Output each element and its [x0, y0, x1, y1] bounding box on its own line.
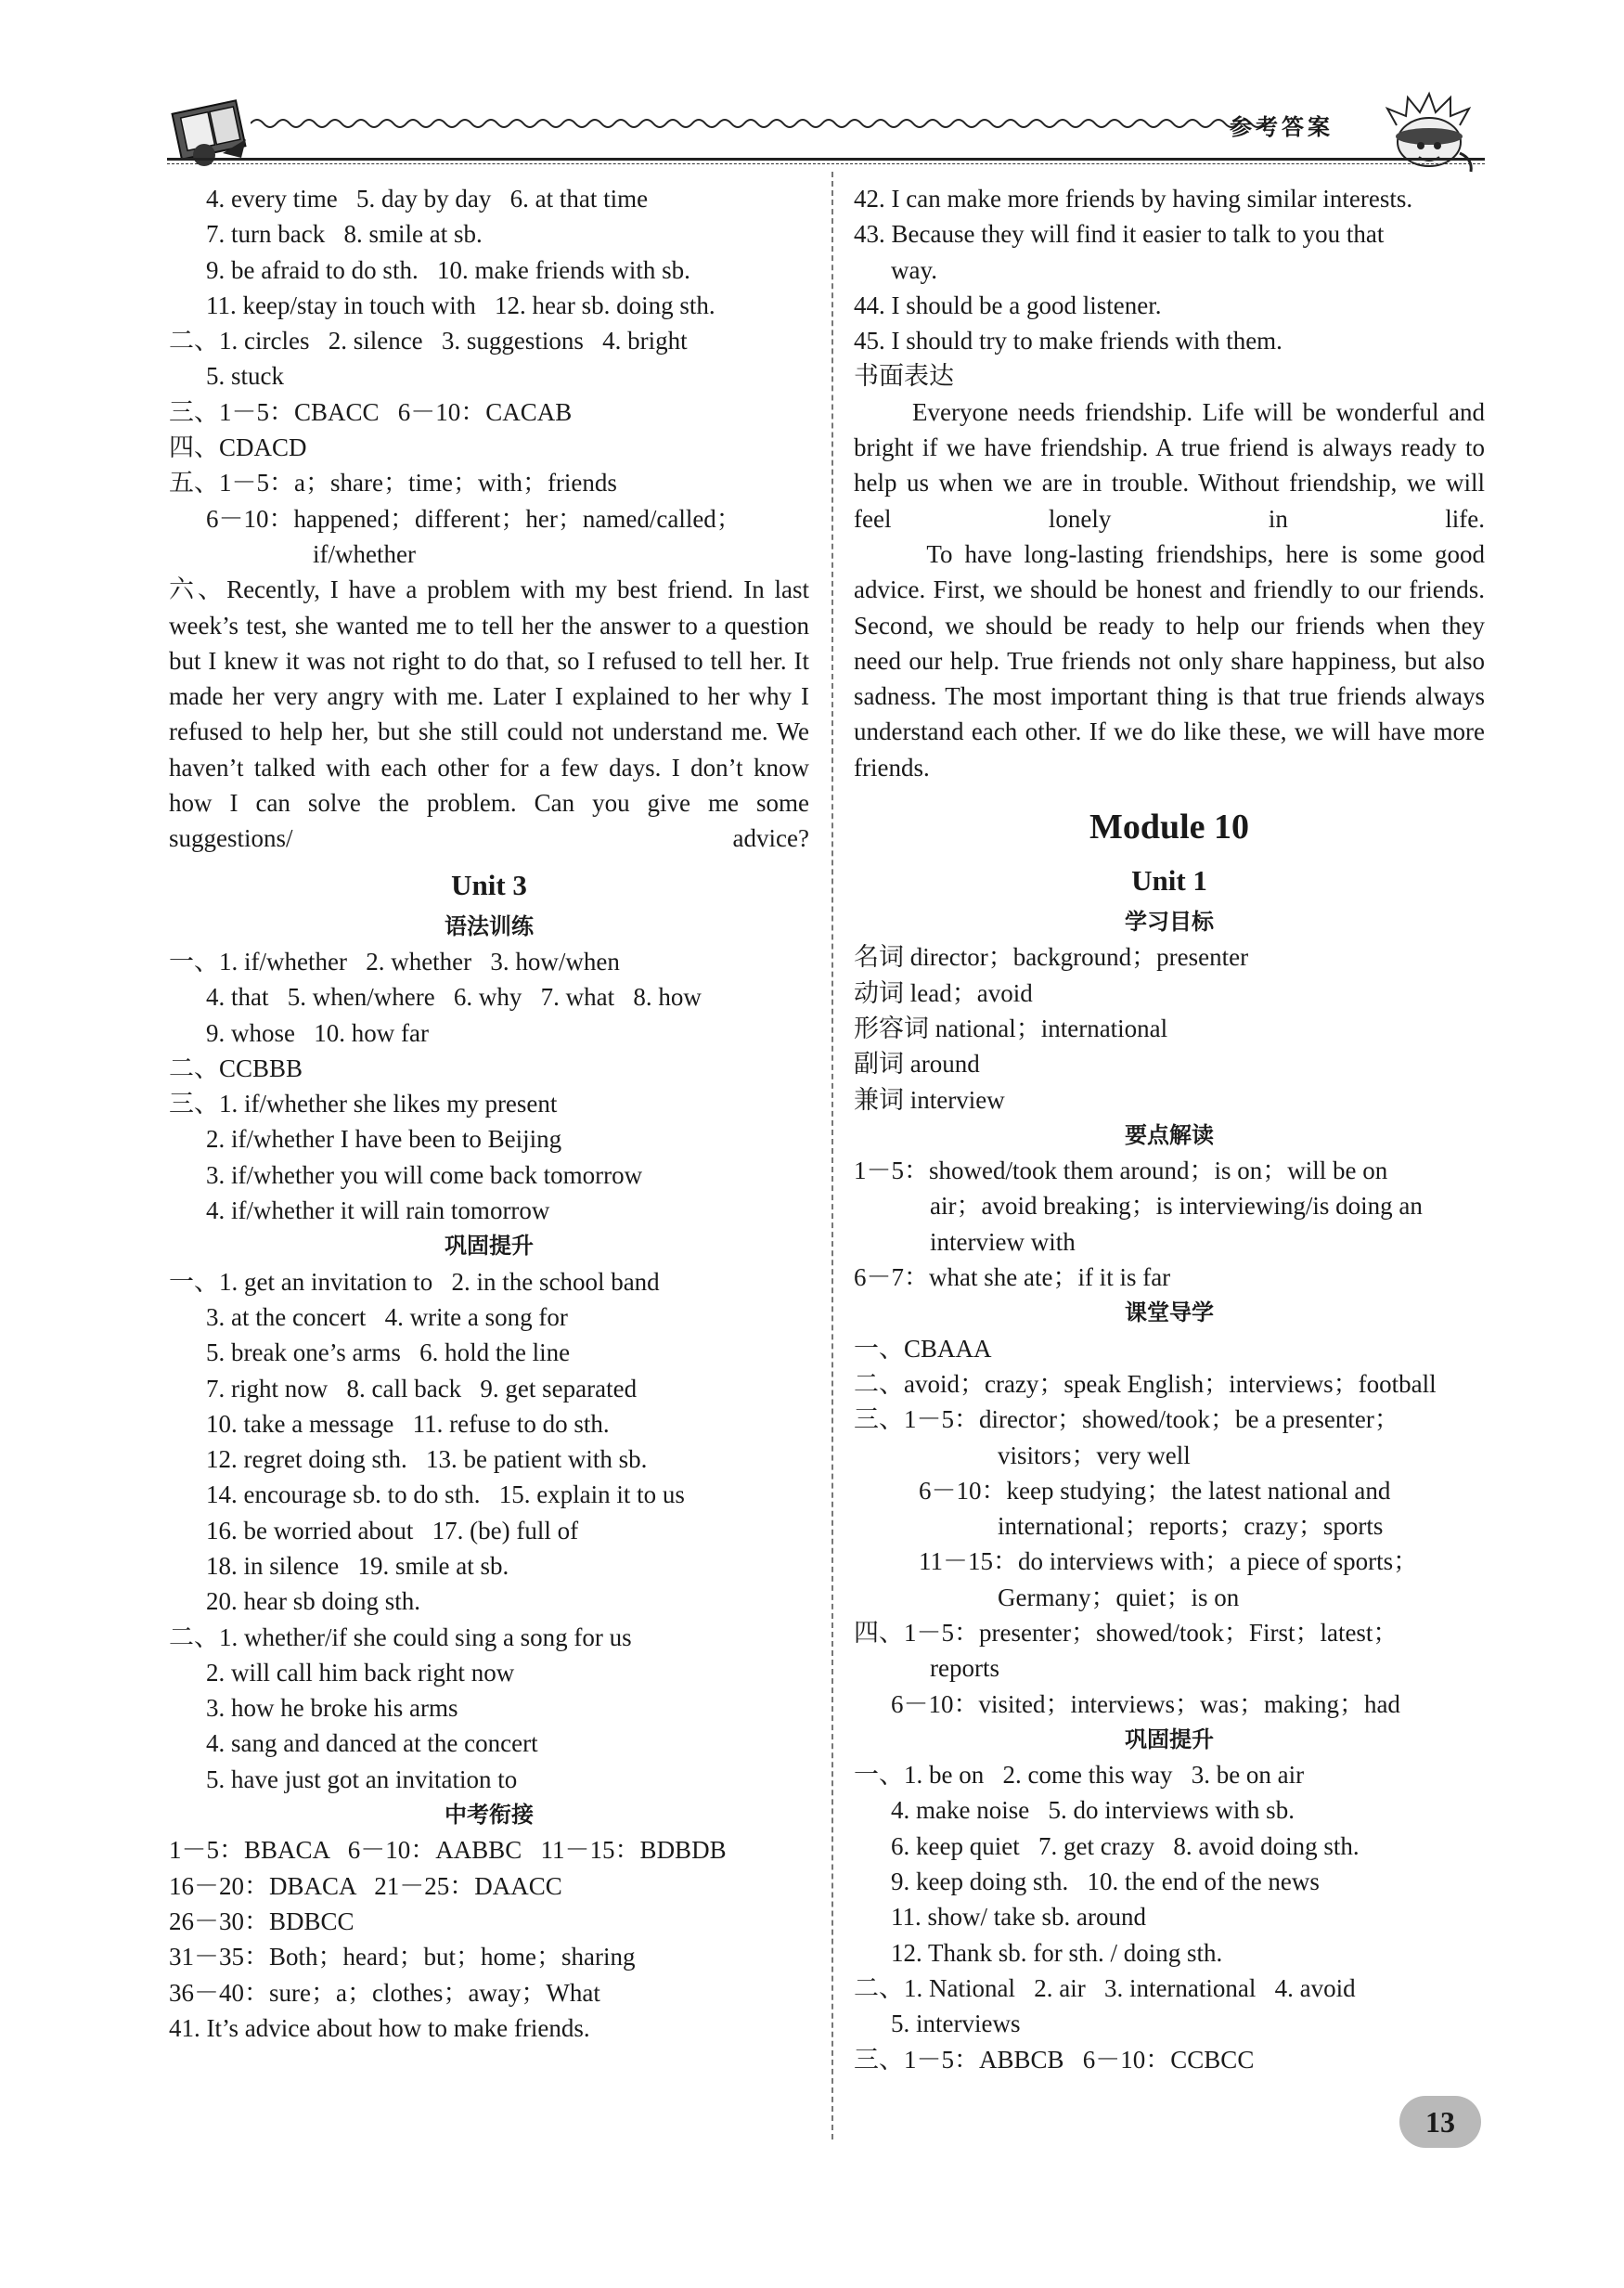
right-column: [854, 181, 1491, 2077]
answer-line: 名词 director；background；presenter: [854, 943, 1249, 972]
answer-line: 1－5：showed/took them around；is on；will be on: [854, 1157, 1388, 1185]
answer-line: 4. sang and danced at the concert: [206, 1729, 538, 1758]
answer-line: if/whether: [313, 539, 416, 568]
answer-paragraph: 六、Recently, I have a problem with my best friend. In last week’s test, she wanted me to tell her the answer to a question but I knew it was not right to do that, so I refused to tell her. It made her very angry with me. Later I explained to her why I refused to help her, but she still could not understand me. We haven’t talked with each other for a few days. I don’t know how I can solve the problem. Can you give me some suggestions/ advice?: [169, 575, 816, 853]
unit-heading: Unit 1: [1131, 864, 1207, 898]
unit-heading: Unit 3: [451, 868, 527, 901]
answer-line: 副词 around: [854, 1050, 980, 1079]
answer-line: visitors；very well: [998, 1441, 1191, 1469]
answer-line: 20. hear sb doing sth.: [206, 1587, 420, 1616]
section-heading: 中考衔接: [445, 1802, 534, 1829]
section-heading: 要点解读: [1125, 1121, 1214, 1148]
section-heading: 巩固提升: [445, 1233, 534, 1260]
answer-line: 43. Because they will find it easier to talk to you that: [854, 220, 1385, 249]
answer-line: 五、1－5：a；share；time；with；friends: [169, 469, 617, 498]
answer-line: 14. encourage sb. to do sth. 15. explain it to us: [206, 1480, 685, 1509]
answer-line: 42. I can make more friends by having similar interests.: [854, 185, 1413, 213]
answer-line: 11－15：do interviews with；a piece of sports；: [919, 1547, 1419, 1576]
answer-line: 1－5：BBACA 6－10：AABBC 11－15：BDBDB: [169, 1836, 727, 1865]
answer-line: 18. in silence 19. smile at sb.: [206, 1551, 509, 1580]
answer-line: 4. make noise 5. do interviews with sb.: [891, 1796, 1295, 1825]
section-heading: 巩固提升: [1125, 1726, 1214, 1752]
page-number: 13: [1399, 2096, 1481, 2148]
answer-line: 6. keep quiet 7. get crazy 8. avoid doing sth.: [891, 1831, 1360, 1860]
answer-line: 二、1. whether/if she could sing a song for us: [169, 1622, 632, 1651]
answer-line: 5. have just got an invitation to: [206, 1764, 518, 1793]
answer-line: 41. It’s advice about how to make friends.: [169, 2013, 590, 2042]
answer-line: 6－10：visited；interviews；was；making；had: [891, 1689, 1400, 1718]
answer-line: 一、1. be on 2. come this way 3. be on air: [854, 1761, 1305, 1790]
sun-mascot-icon: [1378, 88, 1480, 181]
answer-line: 11. show/ take sb. around: [891, 1903, 1146, 1932]
answer-line: 四、1－5：presenter；showed/took；First；latest；: [854, 1618, 1398, 1647]
answer-line: 4. every time 5. day by day 6. at that time: [206, 185, 649, 213]
answer-line: reports: [930, 1654, 999, 1683]
answer-line: 书面表达: [854, 362, 954, 391]
answer-line: 三、1. if/whether she likes my present: [169, 1090, 558, 1118]
answer-line: 31－35：Both；heard；but；home；sharing: [169, 1943, 636, 1971]
answer-line: 四、CDACD: [169, 433, 307, 462]
answer-line: 3. at the concert 4. write a song for: [206, 1302, 568, 1331]
answer-line: 10. take a message 11. refuse to do sth.: [206, 1409, 610, 1438]
answer-line: 45. I should try to make friends with them.: [854, 327, 1282, 355]
answer-line: 44. I should be a good listener.: [854, 291, 1162, 319]
answer-line: 4. if/whether it will rain tomorrow: [206, 1196, 550, 1225]
answer-line: 5. break one’s arms 6. hold the line: [206, 1338, 571, 1367]
answer-paragraph: Everyone needs friendship. Life will be wonderful and bright if we have friendship. A true friend is always ready to help us when we are in trouble. Without friendship, we will feel lonely in life.: [854, 397, 1491, 533]
answer-line: 一、CBAAA: [854, 1334, 992, 1363]
section-heading: 语法训练: [445, 912, 534, 939]
answer-line: 3. how he broke his arms: [206, 1694, 458, 1723]
section-heading: 课堂导学: [1125, 1299, 1214, 1326]
answer-line: 二、1. National 2. air 3. international 4. avoid: [854, 1973, 1356, 2002]
answer-line: international；reports；crazy；sports: [998, 1512, 1384, 1541]
answer-line: 5. stuck: [206, 362, 284, 391]
answer-line: 兼词 interview: [854, 1085, 1005, 1114]
section-heading: 学习目标: [1125, 909, 1214, 936]
answer-line: 6－10：happened；different；her；named/called；: [206, 504, 741, 533]
answer-line: 36－40：sure；a；clothes；away；What: [169, 1978, 600, 2007]
answer-line: 7. turn back 8. smile at sb.: [206, 220, 483, 249]
answer-line: 26－30：BDBCC: [169, 1907, 354, 1935]
module-heading: Module 10: [1089, 808, 1250, 847]
answer-line: 16. be worried about 17. (be) full of: [206, 1516, 579, 1545]
answer-line: 二、1. circles 2. silence 3. suggestions 4. bright: [169, 327, 688, 355]
answer-line: 5. interviews: [891, 2010, 1021, 2038]
answer-line: 16－20：DBACA 21－25：DAACC: [169, 1871, 562, 1900]
answer-line: 2. if/whether I have been to Beijing: [206, 1125, 562, 1154]
header-dashed-rule: [167, 163, 1485, 164]
answer-line: 一、1. if/whether 2. whether 3. how/when: [169, 947, 620, 976]
answer-line: Germany；quiet；is on: [998, 1583, 1240, 1611]
answer-line: 三、1－5：CBACC 6－10：CACAB: [169, 397, 573, 426]
answer-line: 2. will call him back right now: [206, 1658, 515, 1687]
answer-line: 三、1－5：director；showed/took；be a presenter；: [854, 1405, 1399, 1434]
answer-line: 9. whose 10. how far: [206, 1018, 429, 1047]
answer-line: 二、avoid；crazy；speak English；interviews；football: [854, 1369, 1437, 1398]
left-column: [169, 181, 816, 2046]
answer-line: 12. regret doing sth. 13. be patient with sb.: [206, 1445, 648, 1474]
answer-line: 动词 lead；avoid: [854, 978, 1033, 1007]
answer-line: 二、CCBBB: [169, 1054, 303, 1082]
answer-line: 3. if/whether you will come back tomorrow: [206, 1160, 643, 1189]
answer-line: 6－10：keep studying；the latest national and: [919, 1476, 1391, 1505]
column-divider: [831, 172, 833, 2139]
answer-line: 一、1. get an invitation to 2. in the school band: [169, 1267, 660, 1296]
answer-line: interview with: [930, 1227, 1076, 1256]
answer-line: 11. keep/stay in touch with 12. hear sb. doing sth.: [206, 291, 715, 319]
answer-line: 形容词 national；international: [854, 1014, 1168, 1042]
answer-line: 12. Thank sb. for sth. / doing sth.: [891, 1938, 1223, 1967]
wavy-line-decoration: [251, 114, 1346, 133]
answer-paragraph: To have long-lasting friendships, here is some good advice. First, we should be honest and friendly to our friends. Second, we should be ready to help our friends when they need our help. True friends not only share happiness, but also sadness. The most important thing is that true friends always understand each other. If we do like these, we will have more friends.: [854, 539, 1491, 782]
answer-line: 9. be afraid to do sth. 10. make friends with sb.: [206, 255, 690, 284]
answer-line: 7. right now 8. call back 9. get separated: [206, 1374, 638, 1403]
header-title: 参考答案: [1230, 114, 1334, 140]
answer-line: 4. that 5. when/where 6. why 7. what 8. how: [206, 983, 702, 1012]
answer-line: 三、1－5：ABBCB 6－10：CCBCC: [854, 2045, 1255, 2074]
answer-line: 9. keep doing sth. 10. the end of the news: [891, 1868, 1320, 1896]
answer-line: air；avoid breaking；is interviewing/is doing an: [930, 1192, 1423, 1221]
answer-line: way.: [891, 255, 937, 284]
header-rule: [167, 158, 1485, 161]
answer-line: 6－7：what she ate；if it is far: [854, 1263, 1171, 1292]
